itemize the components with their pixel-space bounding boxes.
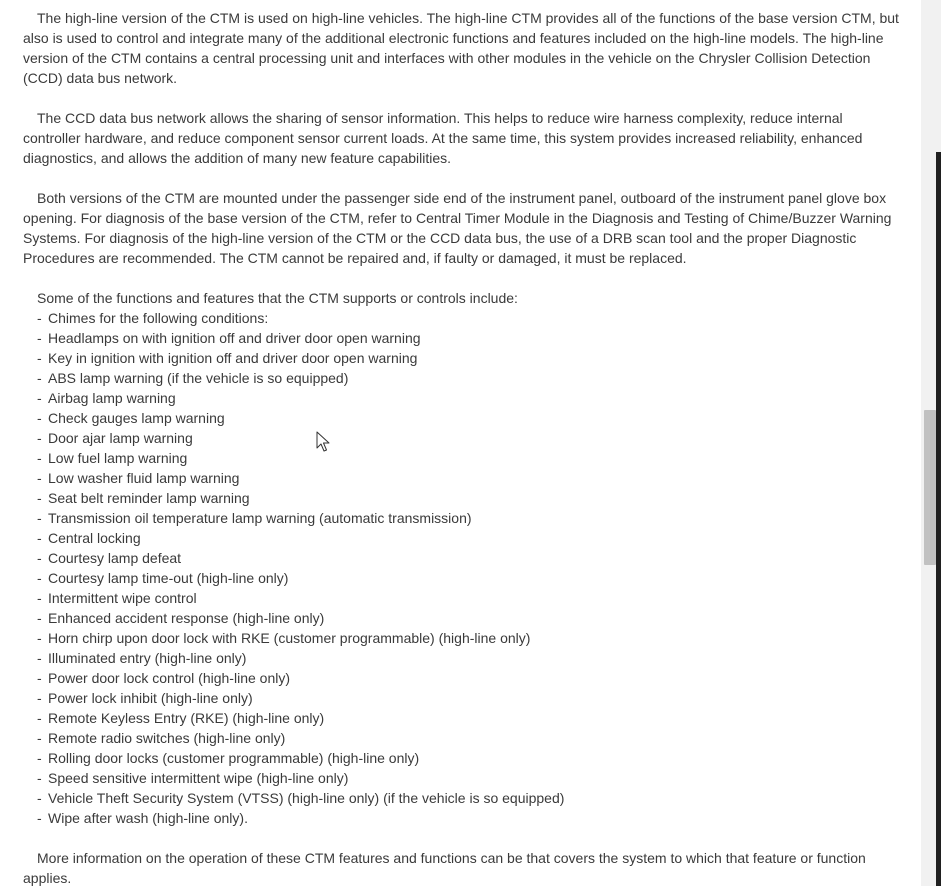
paragraph-ccd-bus: The CCD data bus network allows the sharing of sensor information. This helps to reduce wire harness complexity, reduce internal controller hardware, and reduce component sensor current loads. At the same time, this system provides increased reliability, enhanced diagnostics, and allows the addition of many new feature capabilities. — [23, 110, 863, 166]
feature-list-item — [23, 508, 903, 528]
feature-list-item-text: Door ajar lamp warning — [48, 430, 193, 446]
feature-list-item — [23, 428, 903, 448]
feature-list-item — [23, 668, 903, 688]
feature-list-item-text: Chimes for the following conditions: — [48, 310, 269, 326]
feature-list-item-text: Courtesy lamp time-out (high-line only) — [48, 570, 289, 586]
feature-list-item-text: Courtesy lamp defeat — [48, 550, 182, 566]
feature-list-item-text: Airbag lamp warning — [48, 390, 176, 406]
feature-list-item — [23, 808, 903, 828]
feature-list-item-text: Enhanced accident response (high-line only) — [48, 610, 325, 626]
list-dash: - — [37, 530, 42, 546]
list-dash: - — [37, 450, 42, 466]
feature-list-item — [23, 348, 903, 368]
feature-list-item — [23, 528, 903, 548]
list-dash: - — [37, 470, 42, 486]
feature-list-item-text: Transmission oil temperature lamp warning (automatic transmission) — [48, 510, 472, 526]
feature-list-item-text: Vehicle Theft Security System (VTSS) (high-line only) (if the vehicle is so equipped) — [48, 790, 565, 806]
list-dash: - — [37, 670, 42, 686]
list-dash: - — [37, 330, 42, 346]
list-dash: - — [37, 650, 42, 666]
feature-list-item-text: Low fuel lamp warning — [48, 450, 188, 466]
paragraph-high-line-ctm: The high-line version of the CTM is used on high-line vehicles. The high-line CTM provides all of the functions of the base version CTM, but also is used to control and integrate many of the additional electronic functions and features included on the high-line models. The high-line version of the CTM contains a central processing unit and interfaces with other modules in the vehicle on the Chrysler Collision Detection (CCD) data bus network. — [23, 10, 899, 86]
feature-list-intro: Some of the functions and features that the CTM supports or controls include: — [37, 290, 518, 306]
list-dash: - — [37, 390, 42, 406]
scrollbar-track-edge — [936, 152, 941, 886]
document-content — [23, 8, 903, 886]
feature-list-item-text: Power lock inhibit (high-line only) — [48, 690, 253, 706]
list-dash: - — [37, 690, 42, 706]
list-dash: - — [37, 710, 42, 726]
feature-list-item-text: ABS lamp warning (if the vehicle is so equipped) — [48, 370, 349, 386]
feature-list-item — [23, 408, 903, 428]
list-dash: - — [37, 730, 42, 746]
feature-list-item — [23, 608, 903, 628]
feature-list-items — [23, 308, 903, 828]
feature-list-item-text: Remote Keyless Entry (RKE) (high-line only) — [48, 710, 325, 726]
feature-list-item — [23, 768, 903, 788]
feature-list-item-text: Intermittent wipe control — [48, 590, 197, 606]
feature-list-item-text: Illuminated entry (high-line only) — [48, 650, 247, 666]
mouse-pointer-icon — [316, 431, 330, 453]
feature-list-item — [23, 308, 903, 328]
list-dash: - — [37, 770, 42, 786]
feature-list-item — [23, 468, 903, 488]
list-dash: - — [37, 750, 42, 766]
list-dash: - — [37, 510, 42, 526]
feature-list — [23, 288, 903, 828]
feature-list-item — [23, 628, 903, 648]
list-dash: - — [37, 310, 42, 326]
feature-list-item-text: Rolling door locks (customer programmable) (high-line only) — [48, 750, 420, 766]
feature-list-item-text: Headlamps on with ignition off and driver door open warning — [48, 330, 421, 346]
feature-list-item-text: Check gauges lamp warning — [48, 410, 225, 426]
feature-list-item — [23, 588, 903, 608]
list-dash: - — [37, 790, 42, 806]
feature-list-item-text: Horn chirp upon door lock with RKE (customer programmable) (high-line only) — [48, 630, 531, 646]
list-dash: - — [37, 590, 42, 606]
scrollbar-thumb[interactable] — [924, 410, 936, 565]
feature-list-item — [23, 788, 903, 808]
feature-list-item — [23, 328, 903, 348]
feature-list-item-text: Key in ignition with ignition off and driver door open warning — [48, 350, 418, 366]
feature-list-item-text: Speed sensitive intermittent wipe (high-line only) — [48, 770, 349, 786]
feature-list-item — [23, 548, 903, 568]
list-dash: - — [37, 610, 42, 626]
list-dash: - — [37, 430, 42, 446]
paragraph-mounting-diagnosis: Both versions of the CTM are mounted under the passenger side end of the instrument panel, outboard of the instrument panel glove box opening. For diagnosis of the base version of the CTM, refer to Central Timer Module in the Diagnosis and Testing of Chime/Buzzer Warning Systems. For diagnosis of the high-line version of the CTM or the CCD data bus, the use of a DRB scan tool and the proper Diagnostic Procedures are recommended. The CTM cannot be repaired and, if faulty or damaged, it must be replaced. — [23, 190, 892, 266]
feature-list-item — [23, 488, 903, 508]
feature-list-item-text: Low washer fluid lamp warning — [48, 470, 240, 486]
list-dash: - — [37, 630, 42, 646]
paragraph-more-information: More information on the operation of these CTM features and functions can be that covers the system to which that feature or function applies. — [23, 850, 866, 886]
feature-list-item — [23, 388, 903, 408]
feature-list-item — [23, 368, 903, 388]
feature-list-item — [23, 728, 903, 748]
feature-list-item — [23, 568, 903, 588]
feature-list-item-text: Central locking — [48, 530, 141, 546]
list-dash: - — [37, 550, 42, 566]
list-dash: - — [37, 370, 42, 386]
feature-list-item — [23, 748, 903, 768]
feature-list-item — [23, 448, 903, 468]
list-dash: - — [37, 570, 42, 586]
feature-list-item-text: Remote radio switches (high-line only) — [48, 730, 286, 746]
feature-list-item-text: Seat belt reminder lamp warning — [48, 490, 250, 506]
list-dash: - — [37, 350, 42, 366]
list-dash: - — [37, 490, 42, 506]
feature-list-item — [23, 648, 903, 668]
vertical-scrollbar[interactable] — [921, 0, 941, 886]
feature-list-item — [23, 688, 903, 708]
feature-list-item — [23, 708, 903, 728]
feature-list-item-text: Power door lock control (high-line only) — [48, 670, 290, 686]
list-dash: - — [37, 810, 42, 826]
feature-list-item-text: Wipe after wash (high-line only). — [48, 810, 248, 826]
list-dash: - — [37, 410, 42, 426]
